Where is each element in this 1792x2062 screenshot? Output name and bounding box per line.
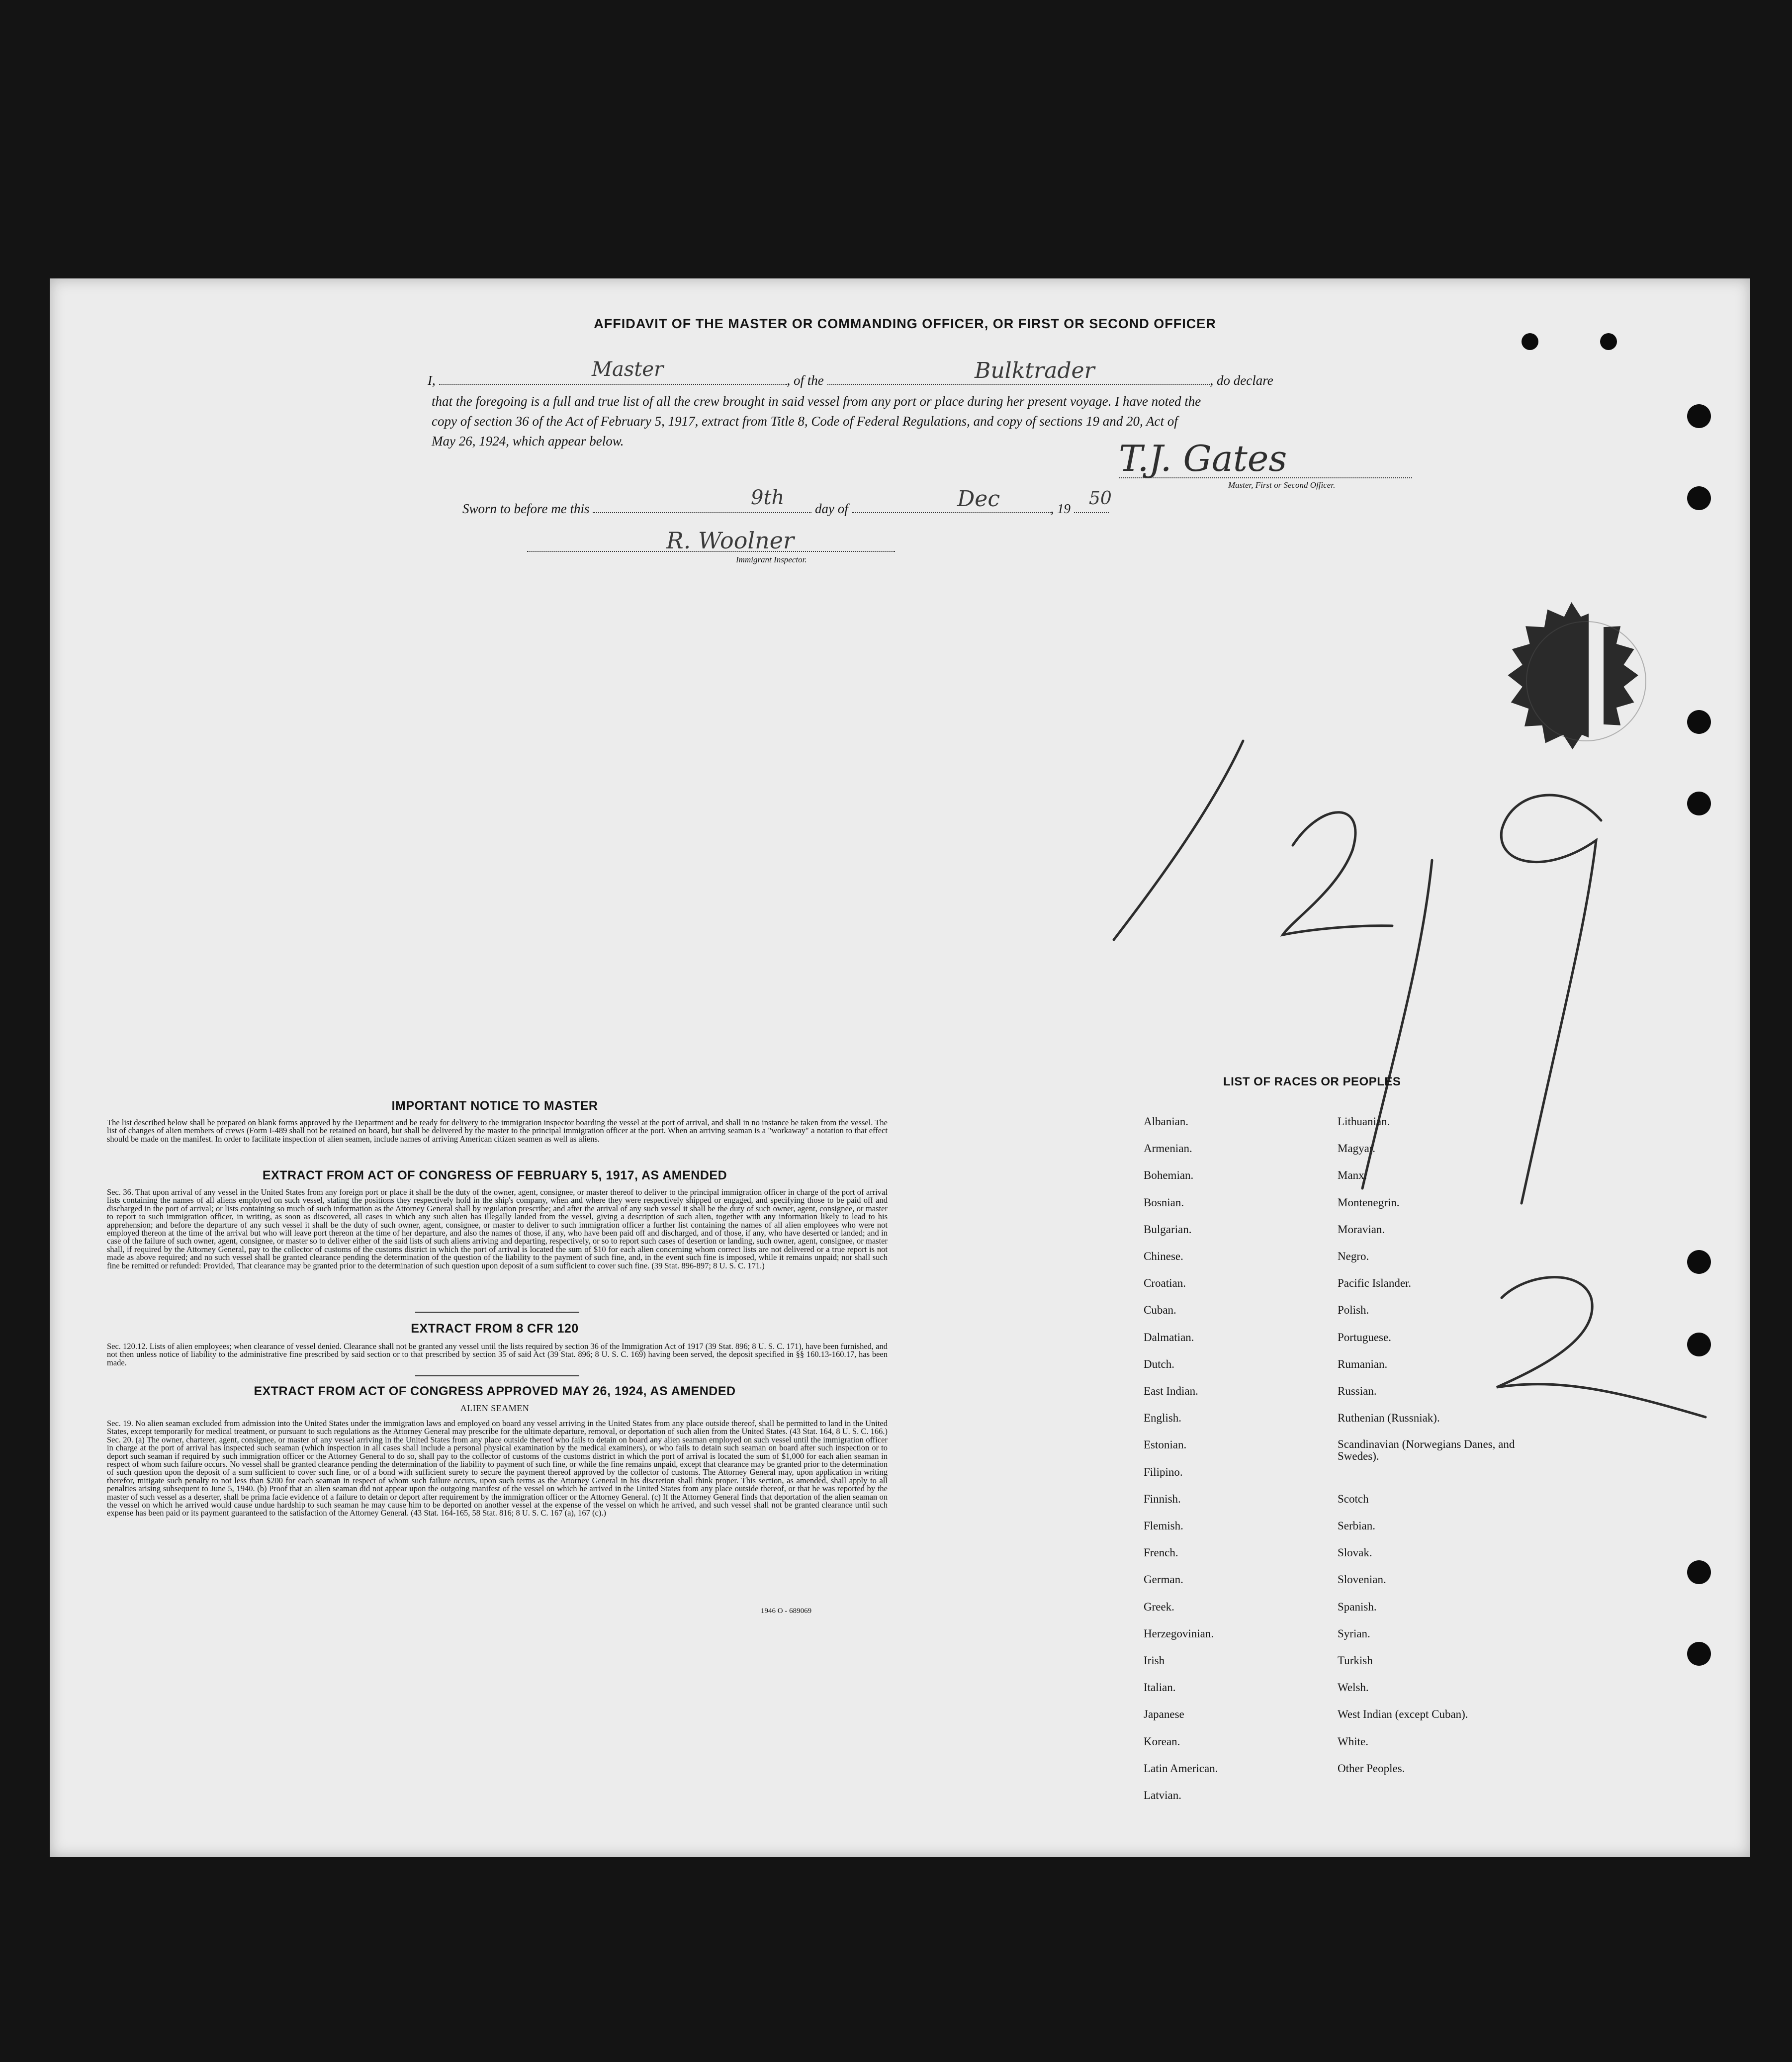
affidavit-line-4: May 26, 1924, which appear below.	[432, 434, 624, 448]
sworn-day-label: day of	[815, 501, 848, 516]
divider	[415, 1375, 579, 1376]
line1-suffix: , do declare	[1210, 373, 1273, 388]
race-item: Manx.	[1338, 1169, 1367, 1182]
extract-1924-subtitle: ALIEN SEAMEN	[460, 1403, 530, 1413]
line1-prefix: I,	[428, 373, 436, 388]
race-item: Latin American.	[1144, 1762, 1218, 1775]
race-item: Pacific Islander.	[1338, 1277, 1412, 1290]
race-item: Albanian.	[1144, 1115, 1189, 1128]
print-code: 1946 O - 689069	[761, 1607, 812, 1615]
handwritten-vessel: Bulktrader	[975, 358, 1095, 383]
punch-hole	[1522, 333, 1538, 350]
affidavit-line-3: copy of section 36 of the Act of February 5, 1917, extract from Title 8, Code of Federal Regulations, and copy of sections 19 and 20, Act of	[432, 414, 1178, 429]
sworn-line	[462, 501, 1447, 517]
race-item: Slovak.	[1338, 1546, 1372, 1559]
line1-mid: , of the	[787, 373, 824, 388]
date-fraction-text: 12/9	[1074, 701, 1075, 702]
inspector-line	[527, 551, 895, 552]
race-item: Other Peoples.	[1338, 1762, 1405, 1775]
signature-line	[1119, 477, 1412, 478]
race-item: Finnish.	[1144, 1492, 1181, 1505]
handwritten-day: 9th	[751, 486, 785, 509]
race-item: German.	[1144, 1573, 1183, 1586]
handwritten-month: Dec	[957, 486, 1000, 512]
race-item: Bulgarian.	[1144, 1223, 1192, 1236]
race-item: East Indian.	[1144, 1385, 1198, 1397]
race-item: Croatian.	[1144, 1277, 1186, 1290]
race-item: Armenian.	[1144, 1142, 1192, 1155]
notice-title: IMPORTANT NOTICE TO MASTER	[391, 1099, 598, 1113]
punch-hole	[1687, 1642, 1711, 1666]
extract-cfr-title: EXTRACT FROM 8 CFR 120	[411, 1322, 579, 1336]
race-item: Greek.	[1144, 1600, 1174, 1613]
race-item: Dalmatian.	[1144, 1331, 1194, 1344]
handwritten-year: 50	[1089, 488, 1112, 509]
notice-text: The list described below shall be prepared on blank forms approved by the Department and be ready for delivery to the immigration inspector boarding the vessel at the port of arrival, and shall in no instance be taken from the vessel. The list of changes of alien members of crews (Form I-489 shall not be retained on board, but shall be delivered by the master to the principal immigration officer at the port. When an arriving seaman is a "workaway" a notation to that effect should be made on the manifest. In order to facilitate inspection of alien seamen, include names of arriving American citizen seamen as well as aliens.	[107, 1118, 888, 1144]
race-item: Montenegrin.	[1338, 1196, 1400, 1209]
race-item: Spanish.	[1338, 1600, 1377, 1613]
race-item: Russian.	[1338, 1385, 1377, 1397]
race-item: Korean.	[1144, 1735, 1180, 1748]
race-item: Rumanian.	[1338, 1357, 1388, 1370]
affidavit-line-2: that the foregoing is a full and true list of all the crew brought in said vessel from any port or place during her present voyage. I have noted the	[432, 394, 1201, 409]
race-item: Syrian.	[1338, 1627, 1370, 1640]
signature-label: Master, First or Second Officer.	[1228, 480, 1336, 490]
race-item: Bohemian.	[1144, 1169, 1194, 1182]
race-item: Latvian.	[1144, 1789, 1181, 1801]
race-item: Cuban.	[1144, 1304, 1176, 1317]
punch-hole	[1600, 333, 1617, 350]
inspector-signature: R. Woolner	[666, 527, 794, 554]
month-blank	[852, 501, 1051, 513]
race-item: Lithuanian.	[1338, 1115, 1390, 1128]
race-item: Japanese	[1144, 1708, 1184, 1721]
race-item: Ruthenian (Russniak).	[1338, 1412, 1440, 1425]
race-item: Turkish	[1338, 1654, 1373, 1667]
race-item: Flemish.	[1144, 1520, 1183, 1532]
extract-1924-title: EXTRACT FROM ACT OF CONGRESS APPROVED MAY 26, 1924, AS AMENDED	[254, 1384, 736, 1398]
race-item: Bosnian.	[1144, 1196, 1184, 1209]
extract-1917-text: Sec. 36. That upon arrival of any vessel in the United States from any foreign port or place it shall be the duty of the owner, agent, consignee, or master thereof to deliver to the principal immigration officer in charge of the port of arrival lists containing the names of all aliens employed on such vessel, stating the positions they respectively hold in the ship's company, when and where they were respectively shipped or engaged, and specifying those to be paid off and discharged in the port of arrival; or lists containing so much of such information as the Attorney General shall by regulation prescribe; and after the arrival of any such vessel it shall be the duty of such owner, agent, consignee, or master to report to such immigration officer, in writing, as soon as discovered, all cases in which any such alien has illegally landed from the vessel, giving a description of such alien, together with any information likely to lead to his apprehension; and before the departure of any such vessel it shall be the duty of such owner, agent, consignee, or master to deliver to such immigration officer a further list containing the names of all alien employees who were not employed thereon at the time of the arrival but who will leave port thereon at the time of her departure, and also the names of those, if any, who have been paid off and discharged, and of those, if any, who have deserted or landed; and in case of the failure of such owner, agent, consignee, or master so to deliver either of the said lists of such aliens arriving and departing, respectively, or so to report such cases of desertion or landing, such owner, agent, consignee, or master shall, if required by the Attorney General, pay to the collector of customs of the customs district in which the port of arrival is located the sum of $10 for each alien concerning whom correct lists are not delivered or a true report is not made as above required; and no such vessel shall be granted clearance pending the determination of the question of the liability to the payment of such fine, and, in the event such fine is imposed, while it remains unpaid; nor shall such fine be remitted or refunded: Provided, That clearance may be granted prior to the determination of such question upon deposit of a sum sufficient to cover such fine. (39 Stat. 896-897; 8 U. S. C. 171.)	[107, 1187, 888, 1270]
race-item: Welsh.	[1338, 1681, 1369, 1694]
race-item: Polish.	[1338, 1304, 1369, 1317]
sworn-prefix: Sworn to before me this	[462, 501, 590, 516]
race-item: Scandinavian (Norwegians Danes, and Swedes).	[1338, 1438, 1515, 1463]
race-item: Portuguese.	[1338, 1331, 1391, 1344]
races-title: LIST OF RACES OR PEOPLES	[1223, 1075, 1401, 1088]
race-item: Serbian.	[1338, 1520, 1376, 1532]
race-item: English.	[1144, 1412, 1182, 1425]
race-item: Negro.	[1338, 1250, 1369, 1262]
race-item: Filipino.	[1144, 1465, 1183, 1478]
race-item: Magyar.	[1338, 1142, 1376, 1155]
extract-1917-title: EXTRACT FROM ACT OF CONGRESS OF FEBRUARY 5, 1917, AS AMENDED	[262, 1168, 727, 1182]
race-item: West Indian (except Cuban).	[1338, 1708, 1468, 1721]
race-item: Chinese.	[1144, 1250, 1183, 1262]
race-item: Dutch.	[1144, 1357, 1174, 1370]
race-item: Irish	[1144, 1654, 1165, 1667]
race-item: Italian.	[1144, 1681, 1176, 1694]
extract-1924-text: Sec. 19. No alien seaman excluded from admission into the United States under the immigration laws and employed on board any vessel arriving in the United States from any place outside thereof, shall be permitted to land in the United States, except temporarily for medical treatment, or pursuant to such regulations as the Attorney General may prescribe for the ultimate departure, removal, or deportation of such alien from the United States. (43 Stat. 164, 8 U. S. C. 166.) Sec. 20. (a) The owner, charterer, agent, consignee, or master of any vessel arriving in the United States from any place outside thereof who fails to detain on board any alien seaman employed on such vessel until the immigration officer in charge at the port of arrival has inspected such seaman (which inspection in all cases shall include a personal physical examination by the medical examiners), or who fails to detain such seaman on board after such inspection or to deport such seaman if required by such immigration officer or the Attorney General to do so, shall pay to the collector of customs of the customs district in which the port of arrival is located the sum of $1,000 for each alien seaman in respect of whom such failure occurs. No vessel shall be granted clearance pending the determination of the liability to payment of such fine, or while the fine remains unpaid, except that clearance may be granted prior to the determination of such question upon the deposit of a sum sufficient to cover such fine, or of a bond with sufficient surety to secure the payment thereof approved by the collector of customs. The Attorney General may, upon application in writing therefor, mitigate such penalty to not less than $200 for each seaman in respect of whom such failure occurs, upon such terms as the Attorney General in his discretion shall think proper. This section, as amended, shall apply to all penalties arising subsequent to June 5, 1940. (b) Proof that an alien seaman did not appear upon the outgoing manifest of the vessel on which he arrived in the United States from any place outside thereof, or that he was reported by the master of such vessel as a deserter, shall be prima facie evidence of a failure to detain or deport after requirement by the immigration officer or the Attorney General. (c) If the Attorney General finds that deportation of the alien seaman on the vessel on which he arrived would cause undue hardship to such seaman he may cause him to be deported on another vessel at the expense of the vessel on which he arrived, and such vessel shall not be granted clearance until such expense has been paid or its payment guaranteed to the satisfaction of the Attorney General. (43 Stat. 164-165, 58 Stat. 816; 8 U. S. C. 167 (a), 167 (c).)	[107, 1419, 888, 1518]
race-item: French.	[1144, 1546, 1178, 1559]
race-item: Moravian.	[1338, 1223, 1385, 1236]
affidavit-line-1	[428, 373, 1412, 388]
race-item: Estonian.	[1144, 1438, 1187, 1451]
race-item: Scotch	[1338, 1492, 1369, 1505]
handwritten-numeral-2	[1482, 1268, 1740, 1427]
divider	[415, 1312, 579, 1313]
document-sheet	[50, 278, 1750, 1857]
punch-hole	[1687, 1560, 1711, 1584]
sworn-year-prefix: , 19	[1050, 501, 1071, 516]
race-item: White.	[1338, 1735, 1368, 1748]
punch-hole	[1687, 792, 1711, 815]
handwritten-rank: Master	[592, 358, 664, 381]
punch-hole	[1687, 486, 1711, 510]
extract-cfr-text: Sec. 120.12. Lists of alien employees; when clearance of vessel denied. Clearance shall not be granted any vessel until the lists required by section 36 of the Immigration Act of 1917 (39 Stat. 896; 8 U. S. C. 171), have been furnished, and not then unless notice of liability to the administrative fine prescribed by said section or to that prescribed by section 35 of said Act (39 Stat. 896; 8 U. S. C. 169) having been served, the deposit specified in §§ 160.13-160.17, has been made.	[107, 1342, 888, 1367]
race-item: Herzegovinian.	[1144, 1627, 1214, 1640]
punch-hole	[1687, 404, 1711, 428]
inspector-label: Immigrant Inspector.	[736, 555, 807, 564]
master-signature: T.J. Gates	[1119, 438, 1287, 479]
race-item: Slovenian.	[1338, 1573, 1386, 1586]
affidavit-title: AFFIDAVIT OF THE MASTER OR COMMANDING OFFICER, OR FIRST OR SECOND OFFICER	[594, 316, 1216, 331]
